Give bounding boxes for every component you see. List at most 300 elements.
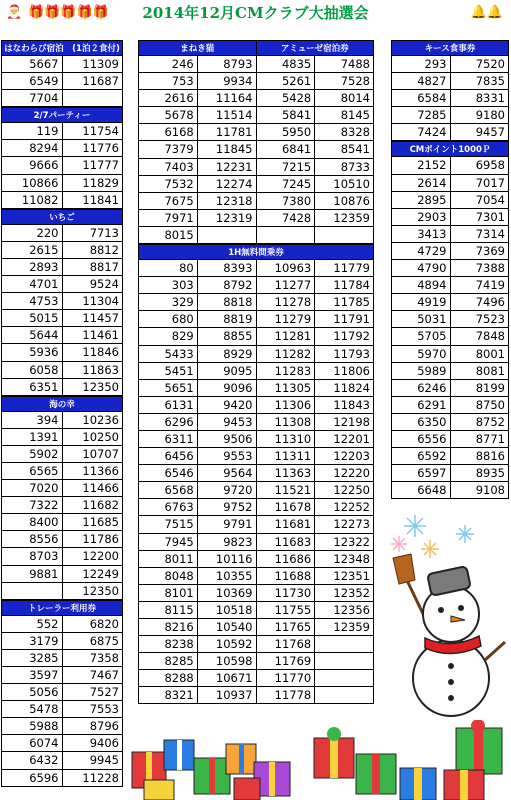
table-row [1, 718, 123, 735]
ticket-number: 12201 [315, 431, 374, 448]
ticket-number: 11791 [315, 311, 374, 328]
ticket-number: 680 [138, 311, 198, 328]
ticket-number: 12350 [63, 583, 124, 600]
ticket-number: 12348 [315, 551, 374, 568]
ticket-number: 9524 [63, 276, 124, 293]
ticket-number: 11754 [63, 123, 124, 140]
ticket-number: 10369 [198, 585, 257, 602]
ticket-number: 9823 [198, 534, 257, 551]
ticket-number: 7428 [257, 210, 316, 227]
table-row [1, 56, 123, 73]
ticket-number [63, 90, 124, 107]
ticket-number: 5056 [1, 684, 63, 701]
table-row [1, 633, 123, 650]
ticket-number: 6058 [1, 362, 63, 379]
table-row [1, 650, 123, 667]
ticket-number: 7314 [451, 226, 510, 243]
ticket-number: 11829 [63, 175, 124, 192]
section-header: 2/7パーティー [1, 107, 123, 123]
table-row [1, 327, 123, 344]
table-row [1, 362, 123, 379]
ticket-number: 9564 [198, 465, 257, 482]
ticket-number: 11784 [315, 277, 374, 294]
table-row [1, 242, 123, 259]
ticket-number: 10510 [315, 176, 374, 193]
table-row [1, 175, 123, 192]
ticket-number: 7532 [138, 176, 198, 193]
ticket-number: 7358 [63, 650, 124, 667]
table-row [138, 482, 374, 499]
ticket-number: 829 [138, 328, 198, 345]
table-row [138, 431, 374, 448]
table-row [138, 56, 374, 73]
table-row [1, 412, 123, 429]
table-row [1, 310, 123, 327]
table-row [1, 379, 123, 396]
ticket-number: 11755 [257, 602, 316, 619]
ticket-number: 11686 [257, 551, 316, 568]
table-row [1, 259, 123, 276]
table-row [1, 701, 123, 718]
ticket-number: 7424 [391, 124, 451, 141]
ticket-number: 11765 [257, 619, 316, 636]
ticket-number: 12200 [63, 548, 124, 565]
table-row [391, 209, 509, 226]
ticket-number: 246 [138, 56, 198, 73]
table-row [1, 684, 123, 701]
table-row [138, 193, 374, 210]
ticket-number: 6291 [391, 397, 451, 414]
table-row [138, 534, 374, 551]
ticket-number: 5478 [1, 701, 63, 718]
ticket-number: 10671 [198, 670, 257, 687]
ticket-number: 9180 [451, 107, 510, 124]
table-row [1, 548, 123, 565]
table-row [391, 363, 509, 380]
ticket-number: 12198 [315, 414, 374, 431]
table-row [391, 448, 509, 465]
ticket-number: 11682 [63, 497, 124, 514]
ticket-number: 6820 [63, 616, 124, 633]
section-header-label: 1H無料間乗券 [228, 248, 284, 259]
ticket-number: 4835 [257, 56, 316, 73]
ticket-number: 12319 [198, 210, 257, 227]
ticket-number: 12273 [315, 516, 374, 533]
ticket-number [315, 687, 374, 704]
ticket-number: 8541 [315, 141, 374, 158]
ticket-number: 8288 [138, 670, 198, 687]
table-row [1, 157, 123, 174]
table-row [138, 636, 374, 653]
ticket-number: 6596 [1, 770, 63, 787]
ticket-number: 119 [1, 123, 63, 140]
ticket-number: 11278 [257, 294, 316, 311]
ticket-number: 8081 [451, 363, 510, 380]
ticket-number: 7054 [451, 192, 510, 209]
table-row [391, 346, 509, 363]
table-row [1, 192, 123, 209]
ticket-number: 6546 [138, 465, 198, 482]
ticket-number: 5433 [138, 346, 198, 363]
ticket-number: 12231 [198, 159, 257, 176]
ticket-number: 8145 [315, 107, 374, 124]
ticket-number: 6168 [138, 124, 198, 141]
ticket-number: 11457 [63, 310, 124, 327]
ticket-number: 2895 [391, 192, 451, 209]
ticket-number: 7675 [138, 193, 198, 210]
ticket-number: 8400 [1, 514, 63, 531]
ticket-number: 11792 [315, 328, 374, 345]
table-row [1, 463, 123, 480]
table-row [138, 568, 374, 585]
ticket-number: 8819 [198, 311, 257, 328]
ticket-number: 9720 [198, 482, 257, 499]
table-row [1, 429, 123, 446]
ticket-number: 3597 [1, 667, 63, 684]
table-row [138, 380, 374, 397]
ticket-number: 9406 [63, 735, 124, 752]
table-row [138, 551, 374, 568]
ticket-number: 3179 [1, 633, 63, 650]
ticket-number: 5261 [257, 73, 316, 90]
ticket-number: 394 [1, 412, 63, 429]
bells-icon: 🔔🔔 [470, 5, 503, 20]
ticket-number: 9096 [198, 380, 257, 397]
ticket-number: 11304 [63, 293, 124, 310]
ticket-number: 7527 [63, 684, 124, 701]
ticket-number: 5970 [391, 346, 451, 363]
ticket-number: 7523 [451, 311, 510, 328]
ticket-number: 10116 [198, 551, 257, 568]
table-row [138, 585, 374, 602]
section-header: キース食事券 [391, 40, 509, 56]
ticket-number: 8216 [138, 619, 198, 636]
table-row [391, 243, 509, 260]
table-row [138, 414, 374, 431]
ticket-number: 11678 [257, 499, 316, 516]
ticket-number: 8818 [198, 294, 257, 311]
ticket-number: 5644 [1, 327, 63, 344]
ticket-number: 11466 [63, 480, 124, 497]
gift-pile-left [124, 722, 304, 800]
ticket-number: 5651 [138, 380, 198, 397]
ticket-number: 6565 [1, 463, 63, 480]
ticket-number: 11306 [257, 397, 316, 414]
ticket-number: 11785 [315, 294, 374, 311]
table-row [391, 465, 509, 482]
ticket-number: 6592 [391, 448, 451, 465]
table-row [138, 90, 374, 107]
ticket-number: 6311 [138, 431, 198, 448]
section-header-label: まねき猫 [139, 41, 257, 55]
ticket-number: 293 [391, 56, 451, 73]
ticket-number: 9453 [198, 414, 257, 431]
ticket-number: 11768 [257, 636, 316, 653]
ticket-number: 7848 [451, 328, 510, 345]
ticket-number: 8321 [138, 687, 198, 704]
table-row [138, 619, 374, 636]
ticket-number: 9934 [198, 73, 257, 90]
ticket-number: 8703 [1, 548, 63, 565]
snowflake-icon [421, 540, 439, 558]
ticket-number: 5902 [1, 446, 63, 463]
ticket-number: 8929 [198, 346, 257, 363]
ticket-number [257, 227, 316, 244]
ticket-number: 8855 [198, 328, 257, 345]
ticket-number: 11793 [315, 346, 374, 363]
ticket-number: 8733 [315, 159, 374, 176]
ticket-number: 9420 [198, 397, 257, 414]
ticket-number: 11779 [315, 260, 374, 277]
snowflake-icon [456, 525, 474, 543]
table-row [1, 566, 123, 583]
ticket-number: 11514 [198, 107, 257, 124]
ticket-number: 9791 [198, 516, 257, 533]
ticket-number: 11311 [257, 448, 316, 465]
ticket-number: 8771 [451, 431, 510, 448]
ticket-number: 12322 [315, 534, 374, 551]
ticket-number: 10866 [1, 175, 63, 192]
ticket-number: 6568 [138, 482, 198, 499]
table-row [1, 446, 123, 463]
gift-boxes-icon: 🎁🎁🎁🎁🎁 [28, 5, 109, 20]
table-row [1, 735, 123, 752]
ticket-number: 6597 [391, 465, 451, 482]
ticket-number: 4894 [391, 277, 451, 294]
ticket-number: 5015 [1, 310, 63, 327]
table-row [1, 583, 123, 600]
section-header: はなわらび宿泊 (1泊２食付) [1, 40, 123, 56]
ticket-number [315, 653, 374, 670]
table-row [1, 225, 123, 242]
table-row [391, 414, 509, 431]
ticket-number: 6584 [391, 90, 451, 107]
table-row [138, 397, 374, 414]
ticket-number: 8935 [451, 465, 510, 482]
table-row [391, 260, 509, 277]
ticket-number: 6875 [63, 633, 124, 650]
ticket-number: 9457 [451, 124, 510, 141]
ticket-number: 2903 [391, 209, 451, 226]
ticket-number: 11521 [257, 482, 316, 499]
ticket-number: 8331 [451, 90, 510, 107]
ticket-number: 6246 [391, 380, 451, 397]
ticket-number: 8115 [138, 602, 198, 619]
table-row [391, 277, 509, 294]
santa-icon: 🎅 [6, 5, 23, 20]
ticket-number: 8796 [63, 718, 124, 735]
ticket-number: 7713 [63, 225, 124, 242]
section-header: トレーラー利用券 [1, 600, 123, 616]
table-row [138, 465, 374, 482]
ticket-number: 3413 [391, 226, 451, 243]
table-row [1, 514, 123, 531]
ticket-number: 7553 [63, 701, 124, 718]
ticket-number: 11281 [257, 328, 316, 345]
ticket-number: 7496 [451, 294, 510, 311]
ticket-number: 11786 [63, 531, 124, 548]
ticket-number: 11283 [257, 363, 316, 380]
ticket-number: 11776 [63, 140, 124, 157]
ticket-number: 8792 [198, 277, 257, 294]
ticket-number: 12318 [198, 193, 257, 210]
table-row [138, 227, 374, 244]
ticket-number: 10707 [63, 446, 124, 463]
ticket-number: 9666 [1, 157, 63, 174]
ticket-number: 11228 [63, 770, 124, 787]
table-row [138, 448, 374, 465]
ticket-number: 8014 [315, 90, 374, 107]
ticket-number: 9553 [198, 448, 257, 465]
table-row [391, 328, 509, 345]
ticket-number: 6074 [1, 735, 63, 752]
ticket-number: 303 [138, 277, 198, 294]
table-row [138, 499, 374, 516]
ticket-number: 11778 [257, 687, 316, 704]
table-row [391, 380, 509, 397]
ticket-number: 2893 [1, 259, 63, 276]
gift-pile-right [308, 720, 511, 800]
table-row [138, 602, 374, 619]
column-middle [138, 40, 374, 704]
ticket-number: 7515 [138, 516, 198, 533]
ticket-number: 5678 [138, 107, 198, 124]
table-row [1, 276, 123, 293]
ticket-number: 8015 [138, 227, 198, 244]
column-left [1, 40, 123, 787]
ticket-number: 5451 [138, 363, 198, 380]
ticket-number: 10250 [63, 429, 124, 446]
table-row [138, 516, 374, 533]
ticket-number: 11461 [63, 327, 124, 344]
table-row [391, 90, 509, 107]
ticket-number: 8001 [451, 346, 510, 363]
table-row [1, 616, 123, 633]
ticket-number: 8199 [451, 380, 510, 397]
table-row [391, 124, 509, 141]
ticket-number: 8750 [451, 397, 510, 414]
table-row [1, 667, 123, 684]
ticket-number: 7215 [257, 159, 316, 176]
table-row [391, 107, 509, 124]
ticket-number: 7245 [257, 176, 316, 193]
ticket-number: 7017 [451, 175, 510, 192]
ticket-number: 8285 [138, 653, 198, 670]
ticket-number: 11843 [315, 397, 374, 414]
ticket-number: 8294 [1, 140, 63, 157]
ticket-number: 7020 [1, 480, 63, 497]
ticket-number: 4919 [391, 294, 451, 311]
table-row [138, 73, 374, 90]
ticket-number: 7285 [391, 107, 451, 124]
table-row [138, 670, 374, 687]
ticket-number: 8328 [315, 124, 374, 141]
ticket-number: 12352 [315, 585, 374, 602]
ticket-number: 552 [1, 616, 63, 633]
ticket-number: 11777 [63, 157, 124, 174]
ticket-number: 12203 [315, 448, 374, 465]
ticket-number: 7528 [315, 73, 374, 90]
ticket-number: 6351 [1, 379, 63, 396]
table-row [138, 260, 374, 277]
ticket-number: 8793 [198, 56, 257, 73]
ticket-number: 7488 [315, 56, 374, 73]
section-header: 海の幸 [1, 396, 123, 412]
ticket-number: 11681 [257, 516, 316, 533]
table-row [391, 482, 509, 499]
ticket-number: 11685 [63, 514, 124, 531]
ticket-number: 10937 [198, 687, 257, 704]
ticket-number: 12356 [315, 602, 374, 619]
ticket-number: 11846 [63, 344, 124, 361]
ticket-number: 6841 [257, 141, 316, 158]
table-row [1, 90, 123, 107]
ticket-number: 8556 [1, 531, 63, 548]
ticket-number: 7467 [63, 667, 124, 684]
ticket-number: 11308 [257, 414, 316, 431]
ticket-number: 11305 [257, 380, 316, 397]
table-row [138, 294, 374, 311]
ticket-number: 11781 [198, 124, 257, 141]
ticket-number: 12274 [198, 176, 257, 193]
table-row [1, 344, 123, 361]
ticket-number: 8812 [63, 242, 124, 259]
ticket-number: 8011 [138, 551, 198, 568]
table-row [391, 175, 509, 192]
ticket-number: 753 [138, 73, 198, 90]
ticket-number: 11279 [257, 311, 316, 328]
table-row [138, 311, 374, 328]
ticket-number: 8048 [138, 568, 198, 585]
ticket-number: 11688 [257, 568, 316, 585]
table-row [138, 141, 374, 158]
ticket-number: 7369 [451, 243, 510, 260]
ticket-number: 7971 [138, 210, 198, 227]
table-row [138, 107, 374, 124]
ticket-number: 12350 [63, 379, 124, 396]
ticket-number [315, 227, 374, 244]
section-header-label: アミューゼ宿泊券 [280, 44, 349, 54]
ticket-number: 11366 [63, 463, 124, 480]
ticket-number: 5989 [391, 363, 451, 380]
table-row [1, 73, 123, 90]
ticket-number: 11863 [63, 362, 124, 379]
ticket-number: 8752 [451, 414, 510, 431]
ticket-number: 6763 [138, 499, 198, 516]
ticket-number: 10236 [63, 412, 124, 429]
table-row [1, 497, 123, 514]
table-row [391, 431, 509, 448]
ticket-number: 8238 [138, 636, 198, 653]
ticket-number: 329 [138, 294, 198, 311]
ticket-number: 2614 [391, 175, 451, 192]
ticket-number: 7379 [138, 141, 198, 158]
table-row [391, 311, 509, 328]
ticket-number: 11363 [257, 465, 316, 482]
ticket-number: 3285 [1, 650, 63, 667]
section-header [138, 244, 374, 260]
ticket-number: 11282 [257, 346, 316, 363]
ticket-number: 4790 [391, 260, 451, 277]
ticket-number: 7301 [451, 209, 510, 226]
ticket-number: 7380 [257, 193, 316, 210]
ticket-number: 2152 [391, 157, 451, 174]
ticket-number: 12250 [315, 482, 374, 499]
ticket-number: 12249 [63, 566, 124, 583]
ticket-number [315, 670, 374, 687]
table-row [138, 363, 374, 380]
ticket-number: 4729 [391, 243, 451, 260]
